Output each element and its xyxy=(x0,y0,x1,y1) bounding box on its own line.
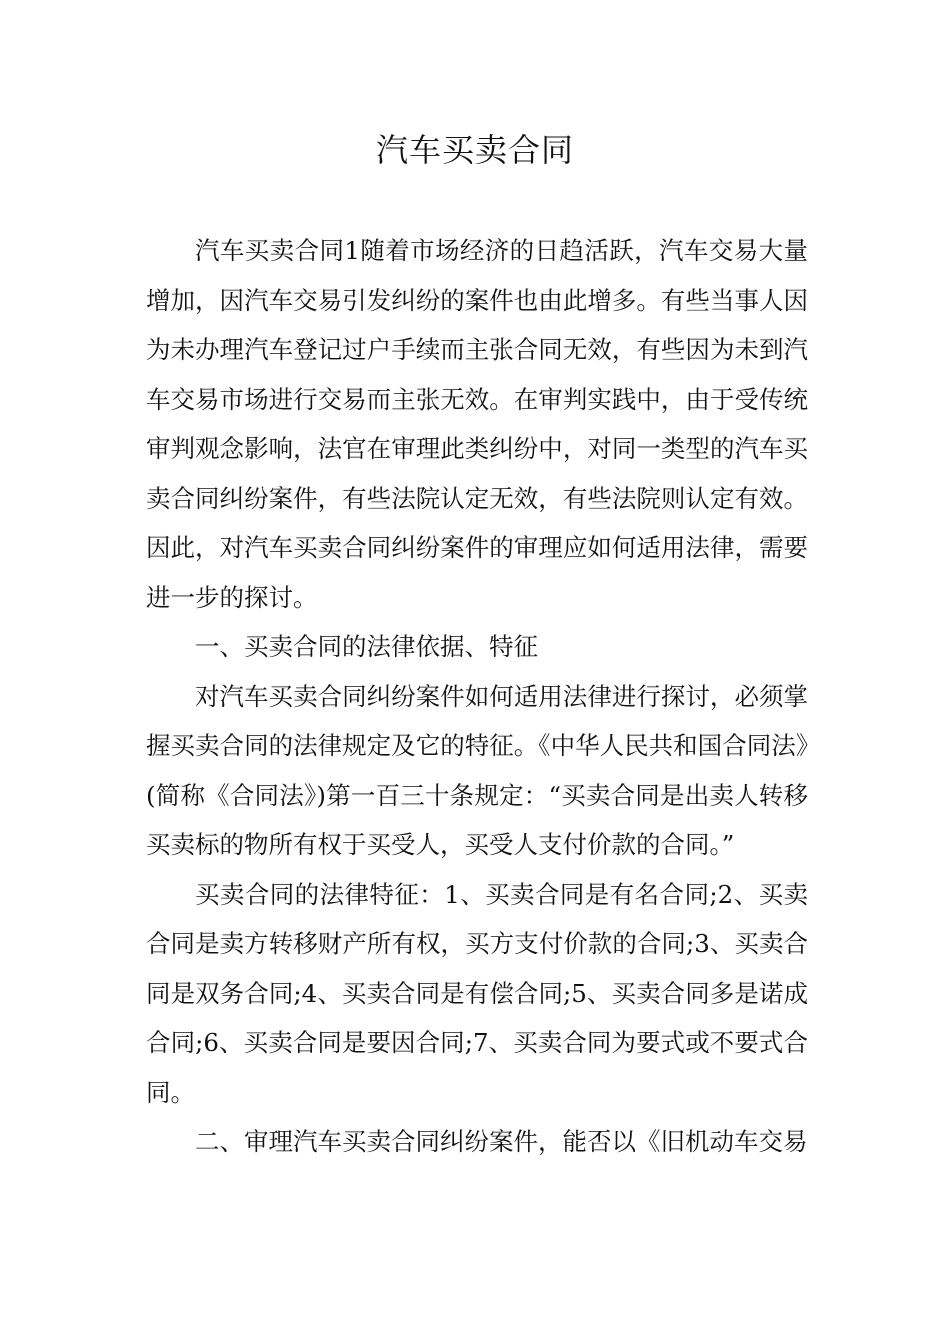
document-body xyxy=(146,226,808,1167)
paragraph-legal-features: 买卖合同的法律特征：1、买卖合同是有名合同;2、买卖合同是卖方转移财产所有权，买方支付价款的合同;3、买卖合同是双务合同;4、买卖合同是有偿合同;5、买卖合同多是诺成合同;6、买卖合同是要因合同;7、买卖合同为要式或不要式合同。 xyxy=(146,879,808,1107)
paragraph-intro: 汽车买卖合同1随着市场经济的日趋活跃，汽车交易大量增加，因汽车交易引发纠纷的案件也由此增多。有些当事人因为未办理汽车登记过户手续而主张合同无效，有些因为未到汽车交易市场进行交易而主张无效。在审判实践中，由于受传统审判观念影响，法官在审理此类纠纷中，对同一类型的汽车买卖合同纠纷案件，有些法院认定无效，有些法院则认定有效。因此，对汽车买卖合同纠纷案件的审理应如何适用法律，需要进一步的探讨。 xyxy=(146,236,808,612)
document-title: 汽车买卖合同 xyxy=(375,131,574,169)
paragraph-legal-basis: 对汽车买卖合同纠纷案件如何适用法律进行探讨，必须掌握买卖合同的法律规定及它的特征。《中华人民共和国合同法》(简称《合同法》)第一百三十条规定：“买卖合同是出卖人转移买卖标的物所有权于买受人，买受人支付价款的合同。” xyxy=(146,681,808,859)
section-heading-1: 一、买卖合同的法律依据、特征 xyxy=(195,632,538,661)
section-heading-2: 二、审理汽车买卖合同纠纷案件，能否以《旧机动车交易 xyxy=(195,1127,808,1156)
